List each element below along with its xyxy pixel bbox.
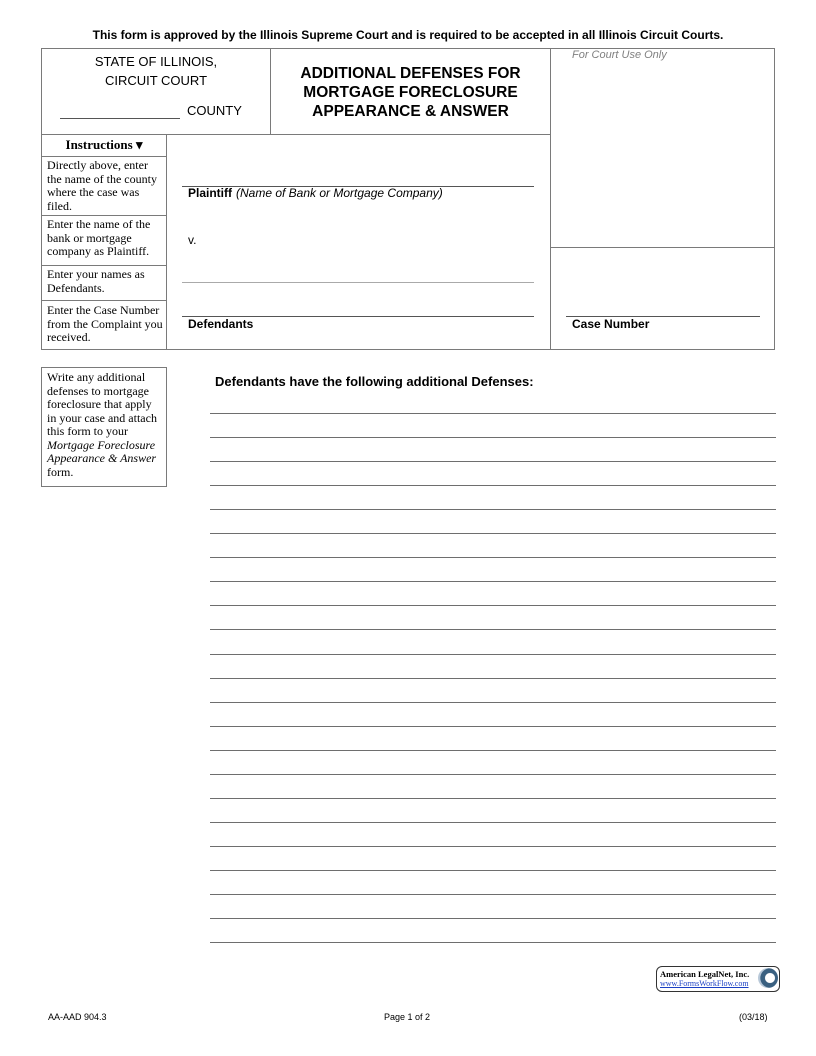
defense-writing-line[interactable]: [210, 413, 776, 414]
vendor-name: American LegalNet, Inc.: [660, 969, 750, 979]
divider: [550, 247, 775, 248]
defendants-label: Defendants: [188, 317, 254, 331]
form-code: AA-AAD 904.3: [48, 1012, 107, 1022]
divider: [550, 48, 551, 350]
defense-writing-line[interactable]: [210, 750, 776, 751]
instruction-county: Directly above, enter the name of the county where the case was filed.: [47, 158, 157, 213]
title-line: ADDITIONAL DEFENSES FOR: [300, 65, 521, 82]
defense-writing-line[interactable]: [210, 461, 776, 462]
defense-writing-line[interactable]: [210, 846, 776, 847]
court-heading: [42, 52, 270, 90]
defense-writing-line[interactable]: [210, 533, 776, 534]
defense-writing-line[interactable]: [210, 702, 776, 703]
versus-label: v.: [188, 233, 197, 247]
instructions-toggle[interactable]: Instructions ▾: [65, 137, 143, 152]
title-line: MORTGAGE FORECLOSURE: [303, 84, 518, 101]
vendor-link[interactable]: www.FormsWorkFlow.com: [660, 979, 749, 988]
divider: [41, 134, 550, 135]
defense-writing-line[interactable]: [210, 774, 776, 775]
form-title: [271, 64, 550, 121]
defense-writing-line[interactable]: [210, 894, 776, 895]
globe-icon: [758, 968, 778, 988]
court-use-label: For Court Use Only: [572, 49, 667, 61]
defense-writing-line[interactable]: [210, 822, 776, 823]
defense-writing-line[interactable]: [210, 870, 776, 871]
title-line: APPEARANCE & ANSWER: [312, 103, 509, 120]
divider: [166, 134, 167, 350]
defense-writing-line[interactable]: [210, 581, 776, 582]
approval-notice: This form is approved by the Illinois Supreme Court and is required to be accepted in all Illinois Circuit Courts.: [92, 28, 724, 42]
defenses-heading: Defendants have the following additional Defenses:: [215, 374, 534, 389]
page-number: Page 1 of 2: [384, 1012, 431, 1022]
instruction-plaintiff: Enter the name of the bank or mortgage company as Plaintiff.: [47, 217, 151, 258]
defense-writing-line[interactable]: [210, 678, 776, 679]
side-note-text-end: form.: [47, 464, 74, 479]
side-instruction: [41, 367, 167, 487]
defense-writing-line[interactable]: [210, 437, 776, 438]
divider: [41, 300, 166, 301]
plaintiff-label: [188, 186, 443, 200]
plaintiff-label-text: Plaintiff: [188, 186, 232, 200]
defense-writing-line[interactable]: [210, 605, 776, 606]
defense-writing-line[interactable]: [210, 942, 776, 943]
defense-writing-line[interactable]: [210, 654, 776, 655]
side-note-text: Write any additional defenses to mortgage foreclosure that apply in your case and attach this form to your: [47, 370, 157, 438]
revision-date: (03/18): [739, 1012, 768, 1022]
instruction-defendants: Enter your names as Defendants.: [47, 267, 145, 295]
divider: [41, 265, 166, 266]
state-line: STATE OF ILLINOIS,: [94, 54, 218, 69]
defense-writing-line[interactable]: [210, 629, 776, 630]
side-note-form-name: Mortgage Foreclosure Appearance & Answer: [47, 437, 157, 465]
defense-writing-line[interactable]: [210, 485, 776, 486]
case-number-label: Case Number: [572, 317, 650, 331]
defense-writing-line[interactable]: [210, 726, 776, 727]
plaintiff-hint: (Name of Bank or Mortgage Company): [236, 186, 443, 200]
defendants-field-line-1[interactable]: [182, 282, 534, 283]
county-label: COUNTY: [187, 103, 242, 118]
circuit-court-line: CIRCUIT COURT: [104, 73, 208, 88]
divider: [41, 215, 166, 216]
defense-writing-line[interactable]: [210, 798, 776, 799]
county-field[interactable]: [60, 118, 180, 119]
defense-writing-line[interactable]: [210, 509, 776, 510]
defense-writing-line[interactable]: [210, 918, 776, 919]
instruction-case-number: Enter the Case Number from the Complaint you received.: [47, 303, 163, 344]
divider: [41, 156, 166, 157]
defense-writing-line[interactable]: [210, 557, 776, 558]
